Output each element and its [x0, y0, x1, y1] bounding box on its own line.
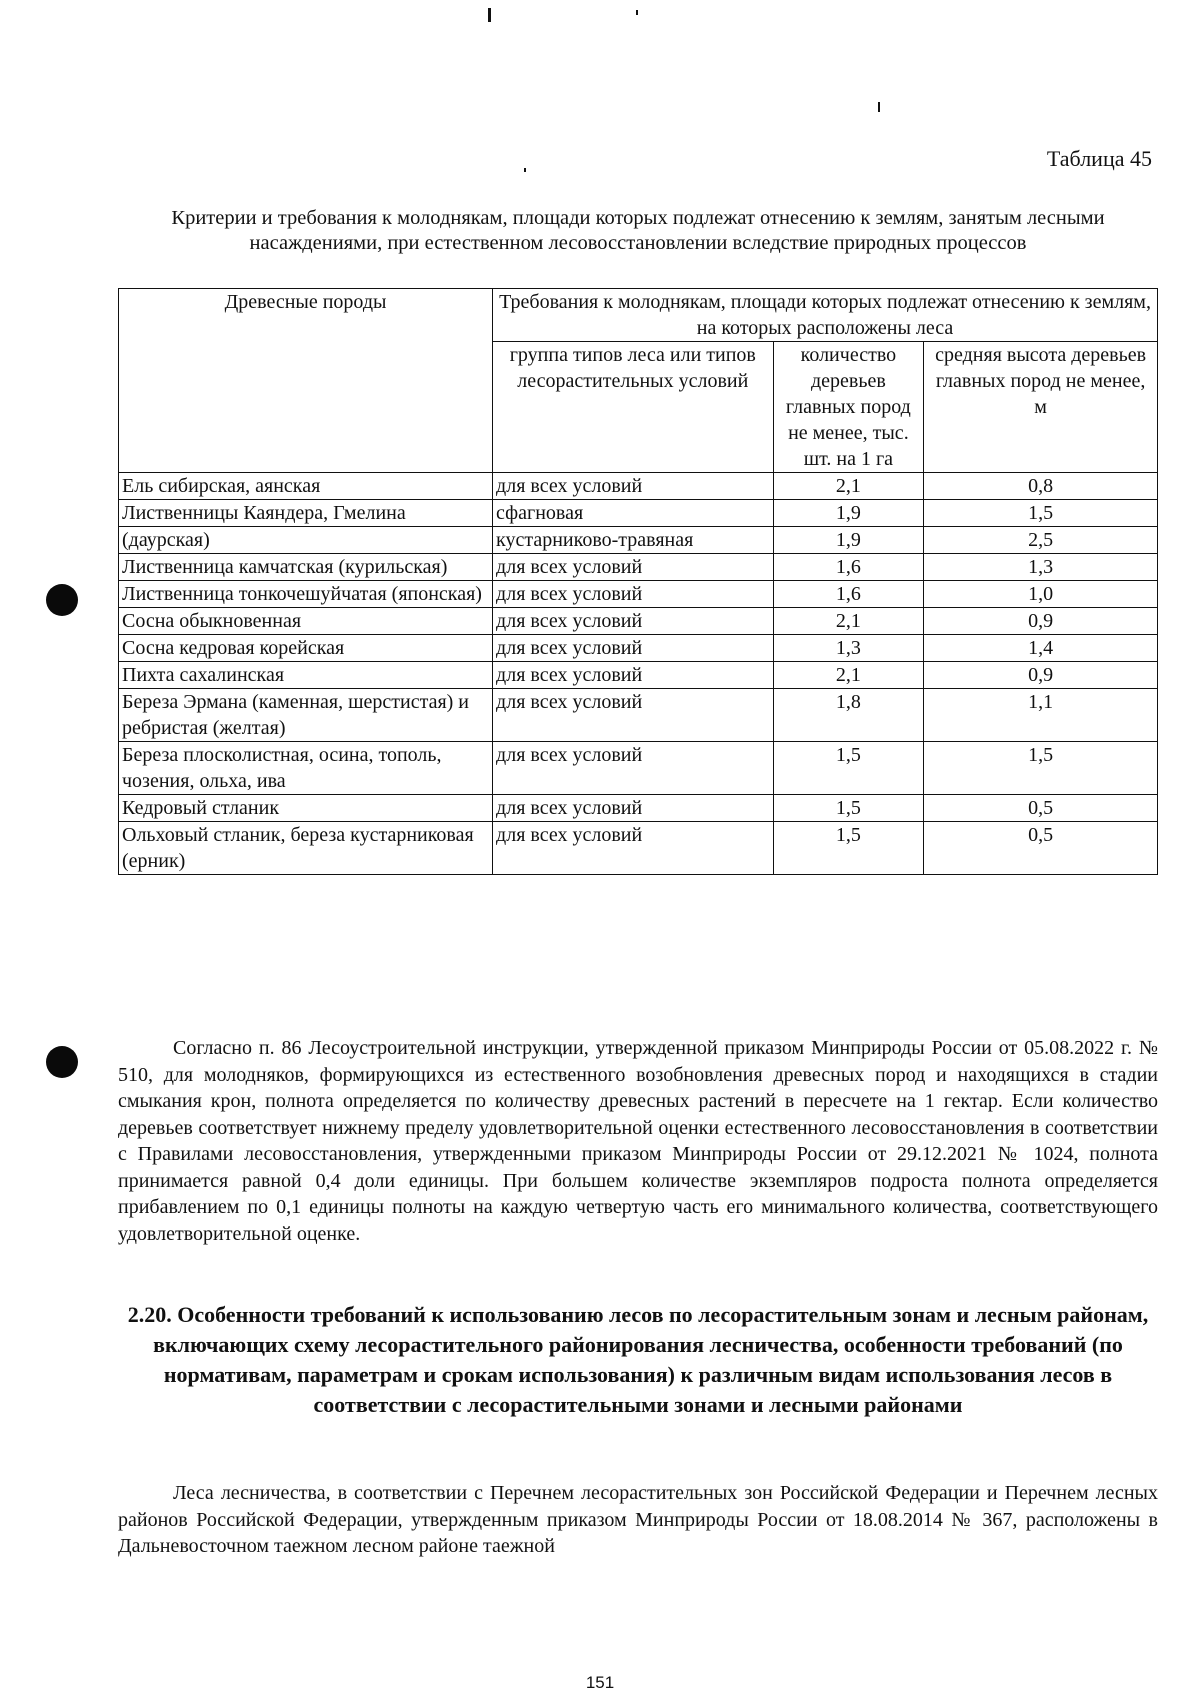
group-cell: кустарниково-травяная — [493, 527, 774, 554]
species-cell: Пихта сахалинская — [119, 662, 493, 689]
table-caption: Таблица 45 — [1046, 146, 1152, 171]
header-requirements: Требования к молоднякам, площади которых подлежат отнесению к землям, на которых расположены леса — [493, 289, 1158, 342]
table-row — [119, 742, 1158, 795]
table-row — [119, 473, 1158, 500]
body-paragraph-1 — [118, 1035, 1158, 1247]
species-cell: Сосна кедровая корейская — [119, 635, 493, 662]
table-row — [119, 527, 1158, 554]
species-cell: Лиственница камчатская (курильская) — [119, 554, 493, 581]
table-row — [119, 500, 1158, 527]
body-paragraph-2 — [118, 1480, 1158, 1560]
group-cell: для всех условий — [493, 795, 774, 822]
height-cell: 1,4 — [924, 635, 1158, 662]
height-cell: 1,0 — [924, 581, 1158, 608]
header-height: средняя высота деревьев главных пород не менее, м — [924, 342, 1158, 473]
height-cell: 0,5 — [924, 795, 1158, 822]
count-cell: 1,3 — [773, 635, 924, 662]
scan-speck — [524, 168, 526, 172]
height-cell: 2,5 — [924, 527, 1158, 554]
header-row — [119, 289, 1158, 342]
paragraph-text: Леса лесничества, в соответствии с Перечнем лесорастительных зон Российской Федерации и Перечнем лесных районов Российской Федерации, утвержденным приказом Минприроды России от 18.08.2014 № 367, расположены в Дальневосточном таежном лесном районе таежной — [118, 1482, 1158, 1557]
height-cell: 0,9 — [924, 608, 1158, 635]
punch-hole-top — [46, 584, 78, 616]
header-species: Древесные породы — [119, 289, 493, 473]
group-cell: для всех условий — [493, 473, 774, 500]
height-cell: 0,8 — [924, 473, 1158, 500]
count-cell: 1,8 — [773, 689, 924, 742]
scan-speck — [488, 8, 491, 22]
group-cell: для всех условий — [493, 742, 774, 795]
group-cell: для всех условий — [493, 689, 774, 742]
height-cell: 1,5 — [924, 742, 1158, 795]
table-row — [119, 822, 1158, 875]
species-cell: (даурская) — [119, 527, 493, 554]
count-cell: 2,1 — [773, 608, 924, 635]
count-cell: 1,5 — [773, 795, 924, 822]
height-cell: 0,9 — [924, 662, 1158, 689]
count-cell: 1,6 — [773, 581, 924, 608]
count-cell: 2,1 — [773, 662, 924, 689]
count-cell: 1,6 — [773, 554, 924, 581]
species-cell: Береза плосколистная, осина, тополь, чозения, ольха, ива — [119, 742, 493, 795]
count-cell: 1,5 — [773, 742, 924, 795]
group-cell: сфагновая — [493, 500, 774, 527]
count-cell: 1,9 — [773, 527, 924, 554]
height-cell: 1,1 — [924, 689, 1158, 742]
count-cell: 2,1 — [773, 473, 924, 500]
table-title: Критерии и требования к молоднякам, площади которых подлежат отнесению к землям, занятым лесными насаждениями, при естественном лесовосстановлении вследствие природных процессов — [171, 207, 1105, 254]
group-cell: для всех условий — [493, 662, 774, 689]
count-cell: 1,9 — [773, 500, 924, 527]
count-cell: 1,5 — [773, 822, 924, 875]
page-number: 151 — [585, 1673, 615, 1692]
table-row — [119, 581, 1158, 608]
height-cell: 0,5 — [924, 822, 1158, 875]
header-count: количество деревьев главных пород не менее, тыс. шт. на 1 га — [773, 342, 924, 473]
scan-speck — [878, 102, 880, 112]
species-cell: Сосна обыкновенная — [119, 608, 493, 635]
group-cell: для всех условий — [493, 581, 774, 608]
species-cell: Лиственница тонкочешуйчатая (японская) — [119, 581, 493, 608]
criteria-table — [118, 288, 1158, 875]
group-cell: для всех условий — [493, 608, 774, 635]
scan-speck — [636, 10, 638, 15]
height-cell: 1,3 — [924, 554, 1158, 581]
table-row — [119, 795, 1158, 822]
table-row — [119, 662, 1158, 689]
table-row — [119, 608, 1158, 635]
group-cell: для всех условий — [493, 554, 774, 581]
species-cell: Кедровый стланик — [119, 795, 493, 822]
group-cell: для всех условий — [493, 635, 774, 662]
table-row — [119, 635, 1158, 662]
section-heading: 2.20. Особенности требований к использованию лесов по лесорастительным зонам и лесным районам, включающих схему лесорастительного районирования лесничества, особенности требований (по нормативам, параметрам и срокам использования) к различным видам использования лесов в соответствии с лесорастительными зонами и лесными районами — [127, 1302, 1149, 1417]
species-cell: Лиственницы Каяндера, Гмелина — [119, 500, 493, 527]
height-cell: 1,5 — [924, 500, 1158, 527]
species-cell: Ель сибирская, аянская — [119, 473, 493, 500]
header-group: группа типов леса или типов лесорастительных условий — [493, 342, 774, 473]
species-cell: Береза Эрмана (каменная, шерстистая) и ребристая (желтая) — [119, 689, 493, 742]
group-cell: для всех условий — [493, 822, 774, 875]
table-row — [119, 689, 1158, 742]
species-cell: Ольховый стланик, береза кустарниковая (ерник) — [119, 822, 493, 875]
punch-hole-bottom — [46, 1046, 78, 1078]
paragraph-text: Согласно п. 86 Лесоустроительной инструкции, утвержденной приказом Минприроды России от 05.08.2022 г. № 510, для молодняков, формирующихся из естественного возобновления древесных пород и находящихся в стадии смыкания крон, полнота определяется по количеству древесных растений в пересчете на 1 гектар. Если количество деревьев соответствует нижнему пределу удовлетворительной оценки естественного лесовосстановления в соответствии с Правилами лесовосстановления, утвержденными приказом Минприроды России от 29.12.2021 № 1024, полнота принимается равной 0,4 доли единицы. При большем количестве экземпляров подроста полнота определяется прибавлением по 0,1 единицы полноты на каждую четвертую часть его минимального количества, соответствующего удовлетворительной оценке. — [118, 1037, 1158, 1245]
table-row — [119, 554, 1158, 581]
